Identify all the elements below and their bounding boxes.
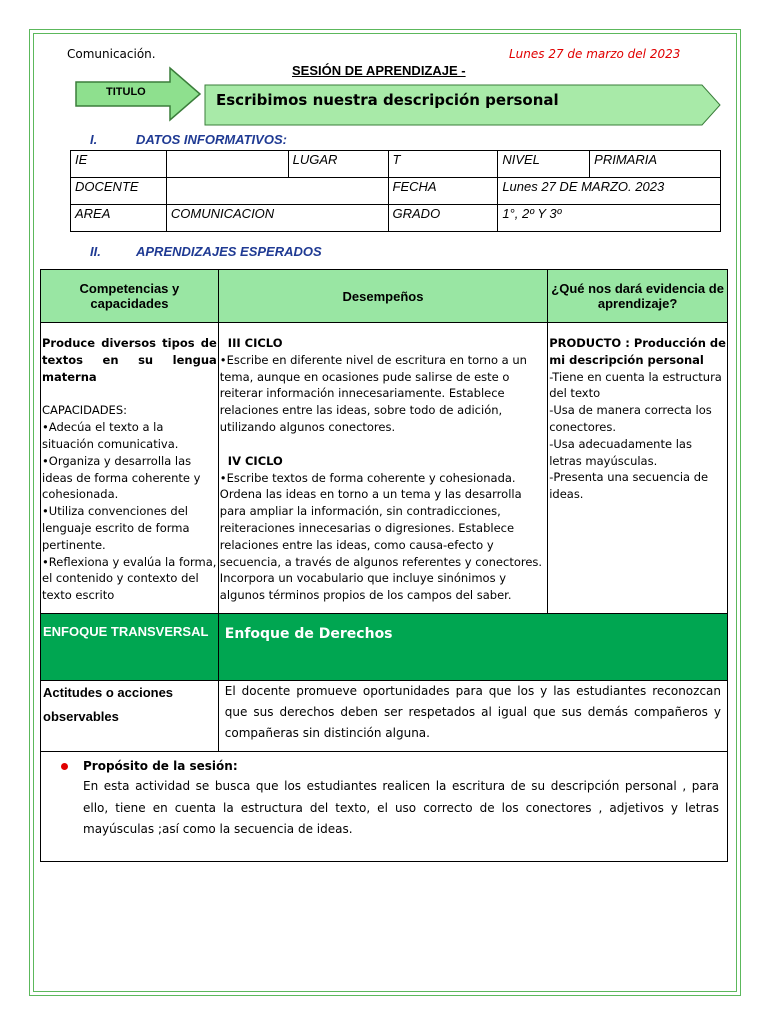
competencias-cell (41, 323, 219, 614)
session-date: Lunes 27 de marzo del 2023 (509, 47, 681, 61)
info-cell: GRADO (388, 205, 498, 232)
header-competencias: Competencias y capacidades (41, 270, 219, 323)
ciclo-3-text: •Escribe en diferente nivel de escritura en torno a un tema, aunque en ocasiones pude salirse de este o reiterar información innecesariamente. Establece relaciones entre las ideas, sobre todo de adición, utilizando algunos conectores. (219, 352, 527, 434)
capacidad-item: •Organiza y desarrolla las ideas de forma coherente y cohesionada. (42, 453, 201, 502)
evidencia-item: -Presenta una secuencia de ideas. (549, 470, 709, 502)
info-table (70, 150, 721, 232)
info-row (71, 178, 721, 205)
proposito-heading (49, 756, 719, 776)
enfoque-row (41, 614, 728, 681)
proposito-text: En esta actividad se busca que los estudiantes realicen la escritura de su descripción personal , para ello, tiene en cuenta la estructura del texto, el uso correcto de los conectores , adjetivos y letras mayúsculas ;así como la secuencia de ideas. (83, 779, 719, 836)
subject-label: Comunicación. (67, 47, 156, 61)
bullet-dot-icon (61, 763, 68, 770)
evidencia-cell (548, 323, 728, 614)
section-1-number: I. (90, 132, 98, 147)
info-row (71, 205, 721, 232)
titulo-label: TITULO (106, 86, 146, 98)
enfoque-value: Enfoque de Derechos (218, 614, 727, 681)
section-2-number: II. (90, 244, 101, 259)
competencia-title: Produce diversos tipos de textos en su lengua materna (42, 336, 217, 384)
ciclo-4-label: IV CICLO (227, 453, 283, 468)
header-evidencia: ¿Qué nos dará evidencia de aprendizaje? (548, 270, 728, 323)
proposito-cell (41, 752, 728, 862)
producto-label: PRODUCTO : Producción de mi descripción personal (549, 336, 726, 367)
capacidad-item: •Utiliza convenciones del lenguaje escrito de forma pertinente. (42, 504, 190, 552)
ciclo-4-text: •Escribe textos de forma coherente y cohesionada. Ordena las ideas en torno a un tema y las desarrolla para ampliar la información, sin contradicciones, reiteraciones innecesarias o digresiones. Establece relaciones entre las ideas, como causa-efecto y secuencia, a través de algunos referentes y conectores. Incorpora un vocabulario que incluye sinónimos y algunos términos propios de los campos del saber. (219, 470, 543, 603)
info-cell: Lunes 27 DE MARZO. 2023 (498, 178, 721, 205)
proposito-label: Propósito de la sesión: (83, 759, 238, 773)
info-cell: T (388, 151, 498, 178)
learning-header-row (41, 270, 728, 323)
info-cell: COMUNICACION (166, 205, 388, 232)
learning-body-row (41, 323, 728, 614)
learning-table (40, 269, 728, 862)
capacidades-label: CAPACIDADES: (42, 403, 127, 418)
info-cell: 1°, 2º Y 3º (498, 205, 721, 232)
actitudes-text: El docente promueve oportunidades para que los y las estudiantes reconozcan que sus derechos deben ser respetados al igual que sus demás compañeros y compañeras sin distinción alguna. (218, 681, 727, 752)
ciclo-3-label: III CICLO (227, 336, 283, 350)
evidencia-item: -Usa de manera correcta los conectores. (549, 403, 712, 434)
info-cell: AREA (71, 205, 167, 232)
header-desempenos: Desempeños (218, 270, 547, 323)
info-cell: NIVEL (498, 151, 590, 178)
info-row (71, 151, 721, 178)
proposito-row (41, 752, 728, 862)
capacidad-item: •Reflexiona y evalúa la forma, el contenido y contexto del texto escrito (42, 554, 217, 603)
actitudes-label: Actitudes o acciones observables (41, 681, 219, 752)
capacidad-item: •Adecúa el texto a la situación comunicativa. (42, 420, 179, 451)
info-cell: LUGAR (288, 151, 388, 178)
evidencia-item: -Tiene en cuenta la estructura del texto (549, 369, 722, 401)
desempenos-cell (218, 323, 547, 614)
info-cell: FECHA (388, 178, 498, 205)
session-title: SESIÓN DE APRENDIZAJE - (292, 63, 466, 78)
session-main-title: Escribimos nuestra descripción personal (216, 91, 559, 109)
info-cell: IE (71, 151, 167, 178)
enfoque-label: ENFOQUE TRANSVERSAL (41, 614, 219, 681)
info-cell (166, 151, 288, 178)
info-cell: DOCENTE (71, 178, 167, 205)
actitudes-row (41, 681, 728, 752)
evidencia-item: -Usa adecuadamente las letras mayúsculas. (549, 436, 692, 468)
info-cell: PRIMARIA (590, 151, 721, 178)
info-cell (166, 178, 388, 205)
section-1-title: DATOS INFORMATIVOS: (136, 132, 287, 147)
section-2-title: APRENDIZAJES ESPERADOS (136, 244, 322, 259)
